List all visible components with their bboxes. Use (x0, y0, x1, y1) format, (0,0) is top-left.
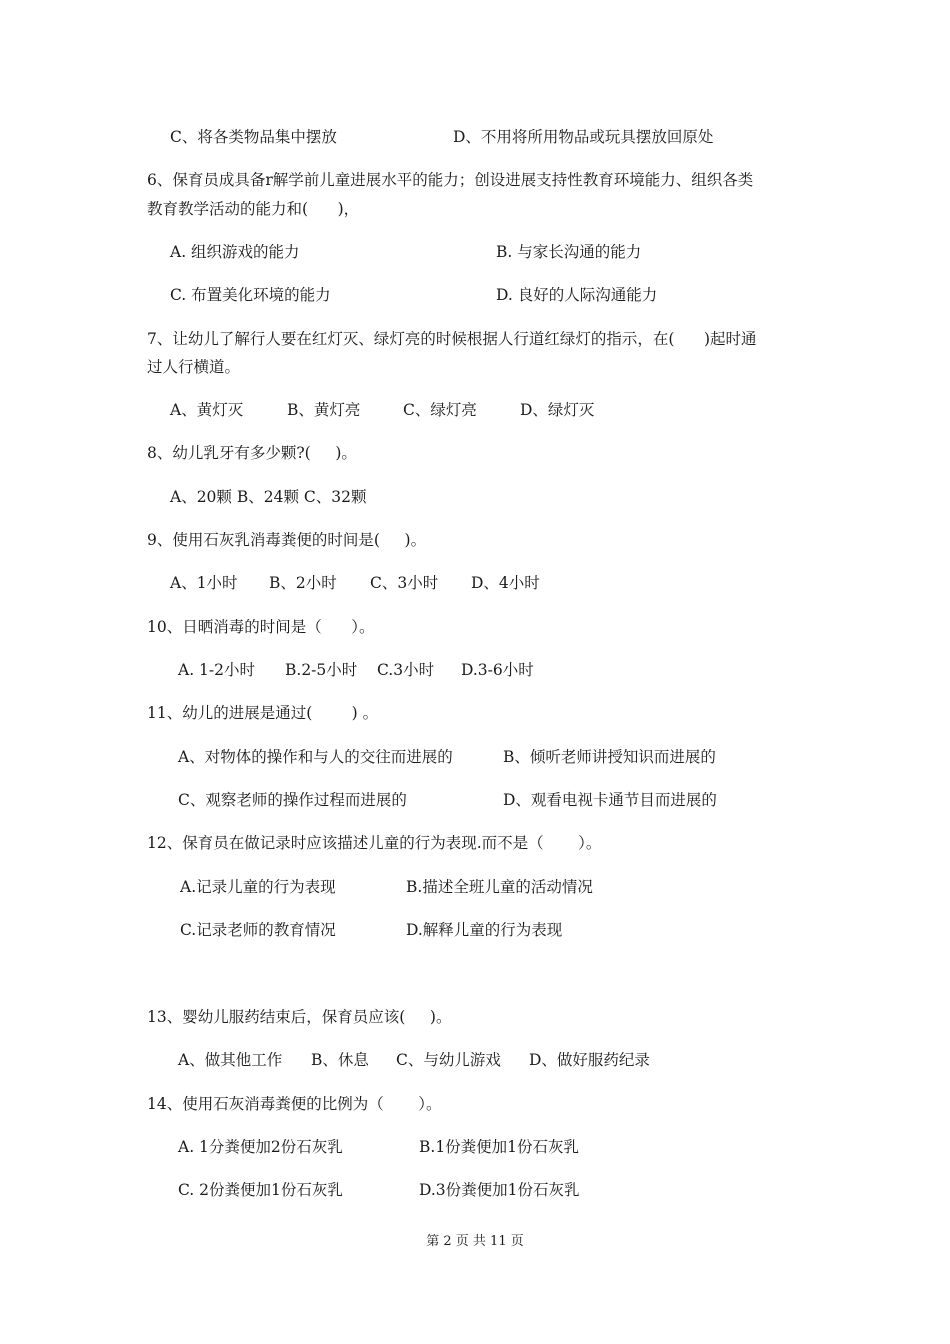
q12-options-row2 (0, 920, 563, 980)
q13-option-b: B、休息 (311, 1051, 369, 1069)
q9-option-c: C、3小时 (370, 574, 439, 592)
q14-option-c: C. 2份粪便加1份石灰乳 (178, 1181, 343, 1199)
q11-stem: 11、幼儿的进展是通过( ) 。 (147, 704, 379, 722)
q7-stem-line1: 7、让幼儿了解行人要在红灯灭、绿灯亮的时候根据人行道红绿灯的指示，在( )起时通 (147, 330, 757, 348)
q9-option-d: D、4小时 (471, 574, 540, 592)
q12-option-d: D.解释儿童的行为表现 (406, 921, 563, 939)
q12-option-a: A.记录儿童的行为表现 (180, 878, 336, 896)
q10-option-c: C.3小时 (377, 661, 435, 679)
q8-stem: 8、幼儿乳牙有多少颗?( )。 (147, 444, 357, 462)
q13-stem: 13、婴幼儿服药结束后，保育员应该( )。 (147, 1008, 452, 1026)
q10-option-d: D.3-6小时 (461, 661, 534, 679)
q9-option-a: A、1小时 (170, 574, 238, 592)
q7-option-d: D、绿灯灭 (520, 401, 595, 419)
q11-option-a: A、对物体的操作和与人的交往而进展的 (178, 748, 453, 766)
q6-option-b: B. 与家长沟通的能力 (496, 243, 642, 261)
q14-option-a: A. 1分粪便加2份石灰乳 (178, 1138, 343, 1156)
q6-stem-line2: 教育教学活动的能力和( )， (147, 200, 360, 218)
q6-option-d: D. 良好的人际沟通能力 (496, 286, 658, 304)
q11-option-c: C、观察老师的操作过程而进展的 (178, 791, 407, 809)
q7-option-c: C、绿灯亮 (403, 401, 477, 419)
q13-option-a: A、做其他工作 (178, 1051, 283, 1069)
q7-stem-line2: 过人行横道。 (147, 358, 241, 376)
q10-option-a: A. 1-2小时 (178, 661, 256, 679)
q5-option-c: C、将各类物品集中摆放 (170, 128, 337, 146)
q6-option-a: A. 组织游戏的能力 (170, 243, 300, 261)
q13-option-d: D、做好服药纪录 (529, 1051, 650, 1069)
q6-stem-line1: 6、保育员成具备r解学前儿童进展水平的能力；创设进展支持性教育环境能力、组织各类 (147, 171, 754, 189)
q5-option-d: D、不用将所用物品或玩具摆放回原处 (453, 128, 714, 146)
page-footer: 第 2 页 共 11 页 (426, 1234, 524, 1249)
q9-option-b: B、2小时 (269, 574, 337, 592)
q7-option-a: A、黄灯灭 (170, 401, 244, 419)
q6-option-c: C. 布置美化环境的能力 (170, 286, 331, 304)
q10-stem: 10、日晒消毒的时间是（ ）。 (147, 618, 375, 636)
q12-option-b: B.描述全班儿童的活动情况 (406, 878, 593, 896)
q12-option-c: C.记录老师的教育情况 (180, 921, 336, 939)
q14-option-b: B.1份粪便加1份石灰乳 (419, 1138, 580, 1156)
q14-option-d: D.3份粪便加1份石灰乳 (419, 1181, 580, 1199)
q11-option-b: B、倾听老师讲授知识而进展的 (503, 748, 716, 766)
q12-stem: 12、保育员在做记录时应该描述儿童的行为表现.而不是（ ）。 (147, 834, 602, 852)
q8-options: A、20颗 B、24颗 C、32颗 (170, 488, 367, 506)
q9-stem: 9、使用石灰乳消毒粪便的时间是( )。 (147, 531, 427, 549)
q11-option-d: D、观看电视卡通节目而进展的 (503, 791, 717, 809)
q7-option-b: B、黄灯亮 (287, 401, 361, 419)
q13-option-c: C、与幼儿游戏 (396, 1051, 501, 1069)
q10-option-b: B.2-5小时 (285, 661, 358, 679)
q14-stem: 14、使用石灰消毒粪便的比例为（ ）。 (147, 1095, 442, 1113)
